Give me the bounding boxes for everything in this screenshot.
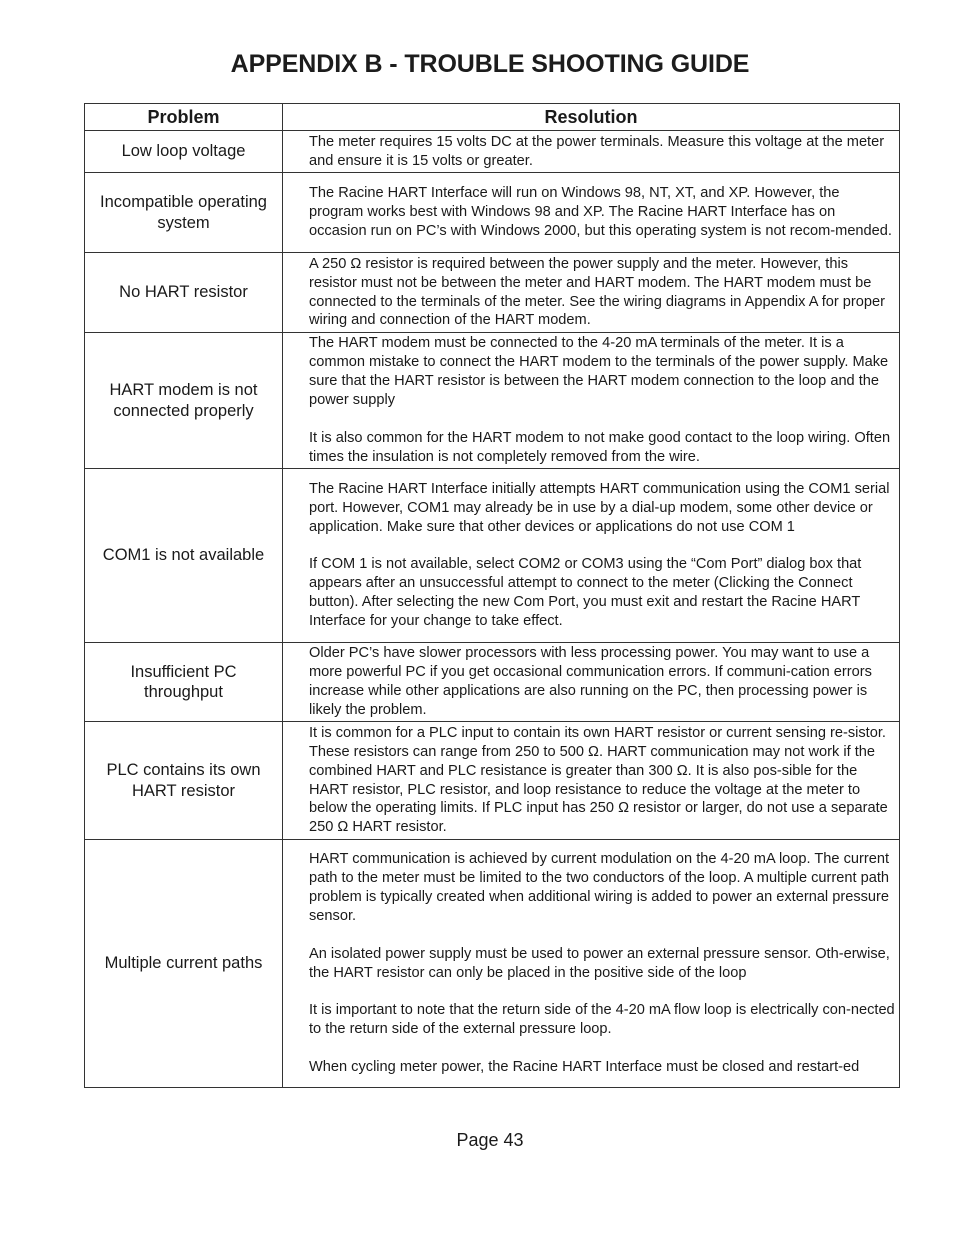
resolution-cell	[283, 643, 900, 722]
resolution-paragraph: HART communication is achieved by current modulation on the 4-20 mA loop. The current path to the meter must be limited to the two conductors of the loop. A multiple current path problem is typically created when additional wiring is added to power an external pressure sensor.	[309, 851, 890, 924]
problem-cell: HART modem is not connected properly	[85, 333, 283, 469]
page-title: APPENDIX B - TROUBLE SHOOTING GUIDE	[230, 50, 750, 78]
trouble-shooting-table	[84, 103, 900, 1088]
resolution-paragraph: It is important to note that the return side of the 4-20 mA flow loop is electrically con-nected to the return side of the external pressure loop.	[309, 1002, 895, 1038]
resolution-cell	[283, 253, 900, 333]
problem-cell: Low loop voltage	[85, 131, 283, 173]
table-row	[85, 722, 900, 840]
table-row	[85, 840, 900, 1088]
problem-cell: No HART resistor	[85, 253, 283, 333]
resolution-paragraph: The HART modem must be connected to the 4-20 mA terminals of the meter. It is a common mistake to connect the HART modem to the terminals of the power supply. Make sure that the HART resistor is between the HART modem connection to the loop and the power supply	[309, 335, 889, 409]
resolution-cell	[283, 722, 900, 840]
resolution-cell	[283, 469, 900, 643]
resolution-cell	[283, 131, 900, 173]
resolution-column-header: Resolution	[283, 104, 900, 131]
table-row	[85, 643, 900, 722]
table-row	[85, 173, 900, 253]
resolution-cell	[283, 333, 900, 469]
resolution-paragraph: It is common for a PLC input to contain its own HART resistor or current sensing re-sistor. These resistors can range from 250 to 500 Ω. HART communication may not work if the combined HART and PLC resistance is greater than 300 Ω. It is also pos-sible for the HART resistor, PLC resistor, and loop resistance to reduce the voltage at the meter to below the operating limits. If PLC input has 250 Ω resistor or larger, do not use a separate 250 Ω HART resistor.	[309, 724, 888, 836]
resolution-paragraph: The meter requires 15 volts DC at the power terminals. Measure this voltage at the meter and ensure it is 15 volts or greater.	[309, 133, 885, 169]
table-row	[85, 469, 900, 643]
resolution-paragraph: The Racine HART Interface initially attempts HART communication using the COM1 serial port. However, COM1 may already be in use by a dial-up modem, some other device or application. Make sure that other devices or applications do not use COM 1	[309, 480, 890, 535]
problem-cell: COM1 is not available	[85, 469, 283, 643]
problem-cell: Insufficient PC throughput	[85, 643, 283, 722]
table-header-row	[85, 104, 900, 131]
resolution-cell	[283, 173, 900, 253]
resolution-cell	[283, 840, 900, 1088]
table-row	[85, 333, 900, 469]
resolution-paragraph: A 250 Ω resistor is required between the power supply and the meter. However, this resistor must not be between the meter and HART modem. The HART modem must be connected to the terminals of the meter. See the wiring diagrams in Appendix A for proper wiring and connection of the HART modem.	[309, 255, 885, 329]
resolution-paragraph: It is also common for the HART modem to not make good contact to the loop wiring. Often times the insulation is not completely removed from the wire.	[309, 429, 891, 465]
problem-cell: Incompatible operating system	[85, 173, 283, 253]
resolution-paragraph: When cycling meter power, the Racine HART Interface must be closed and restart-ed	[309, 1059, 860, 1075]
table-row	[85, 131, 900, 173]
page-number: Page 43	[456, 1130, 524, 1150]
problem-cell: PLC contains its own HART resistor	[85, 722, 283, 840]
resolution-paragraph: An isolated power supply must be used to power an external pressure sensor. Oth-erwise, the HART resistor can only be placed in the positive side of the loop	[309, 945, 890, 981]
resolution-paragraph: The Racine HART Interface will run on Windows 98, NT, XT, and XP. However, the program works best with Windows 98 and XP. The Racine HART Interface has on occasion run on PC’s with Windows 2000, but this operating system is not recom-mended.	[309, 185, 892, 239]
resolution-paragraph: If COM 1 is not available, select COM2 or COM3 using the “Com Port” dialog box that appears after an unsuccessful attempt to connect to the meter (Clicking the Connect button). After selecting the new Com Port, you must exit and restart the Racine HART Interface for your change to take effect.	[309, 556, 862, 630]
resolution-paragraph: Older PC’s have slower processors with less processing power. You may want to use a more powerful PC if you get occasional communication errors. If communi-cation errors increase while other applications are also running on the PC, then processing power is likely the problem.	[309, 645, 872, 718]
problem-cell: Multiple current paths	[85, 840, 283, 1088]
problem-column-header: Problem	[85, 104, 283, 131]
table-row	[85, 253, 900, 333]
